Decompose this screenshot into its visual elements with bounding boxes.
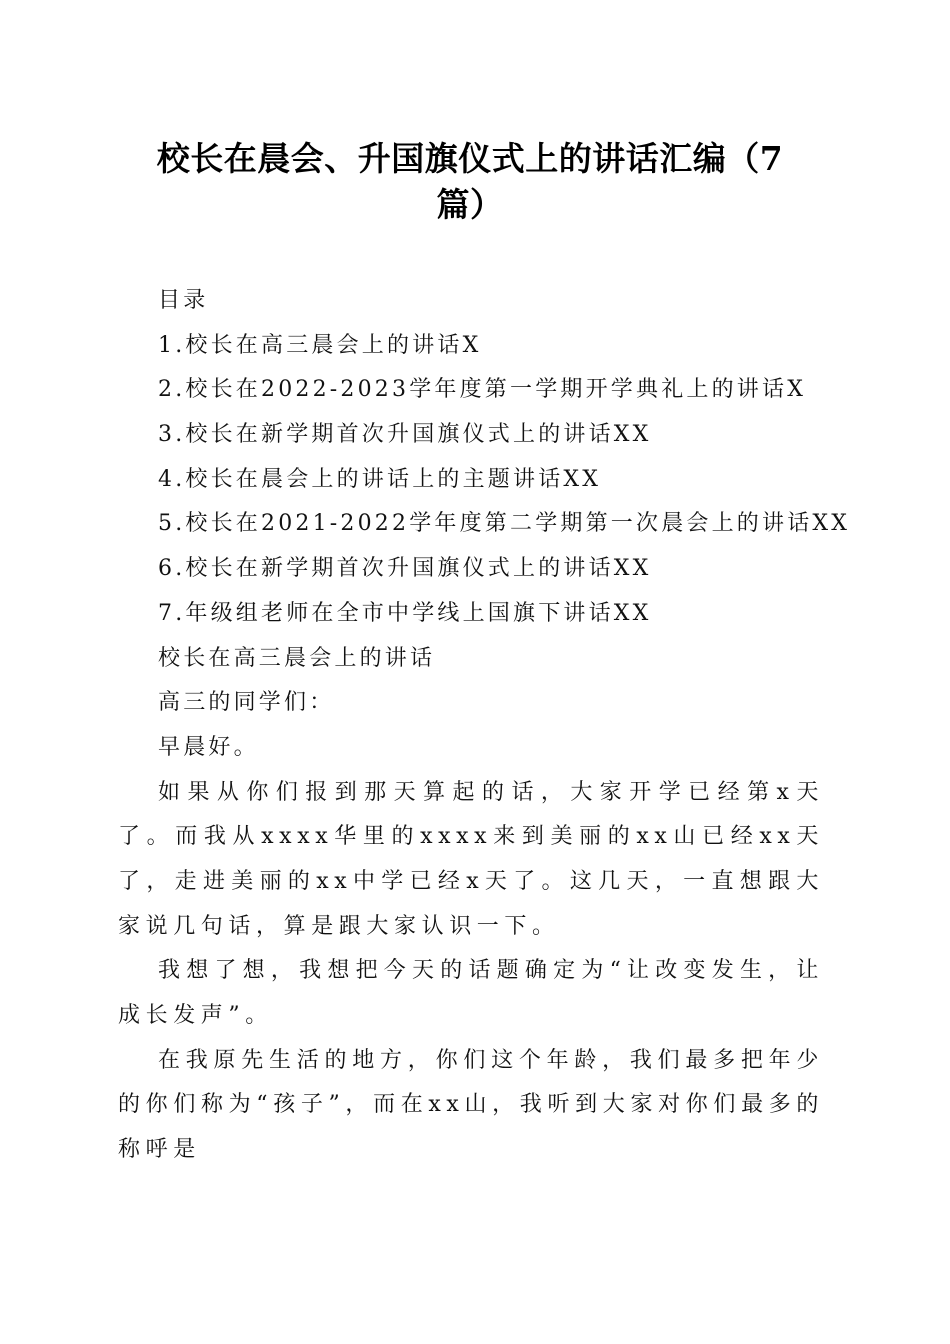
document-body	[118, 279, 851, 1173]
toc-item-2[interactable]: 2.校长在2022-2023学年度第一学期开学典礼上的讲话X	[158, 377, 807, 403]
toc-heading: 目录	[158, 288, 209, 313]
toc-item-6[interactable]: 6.校长在新学期首次升国旗仪式上的讲话XX	[158, 556, 652, 582]
section-heading: 校长在高三晨会上的讲话	[158, 645, 436, 671]
speech-section	[118, 637, 824, 1173]
body-paragraph-3: 在我原先生活的地方，你们这个年龄，我们最多把年少的你们称为“孩子”，而在xx山，我听到大家对你们最多的称呼是	[118, 1047, 824, 1163]
document-title	[118, 136, 822, 228]
salutation: 高三的同学们：	[158, 690, 335, 716]
table-of-contents	[118, 279, 851, 637]
toc-item-3[interactable]: 3.校长在新学期首次升国旗仪式上的讲话XX	[158, 422, 652, 448]
toc-item-7[interactable]: 7.年级组老师在全市中学线上国旗下讲话XX	[158, 600, 652, 626]
toc-item-4[interactable]: 4.校长在晨会上的讲话上的主题讲话XX	[158, 466, 602, 492]
title-line-1: 校长在晨会、升国旗仪式上的讲话汇编（7	[156, 139, 784, 178]
toc-item-1[interactable]: 1.校长在高三晨会上的讲话X	[158, 332, 482, 358]
greeting: 早晨好。	[158, 734, 259, 760]
body-paragraph-2: 我想了想，我想把今天的话题确定为“让改变发生，让成长发声”。	[118, 958, 824, 1029]
body-paragraph-1: 如果从你们报到那天算起的话，大家开学已经第x天了。而我从xxxx华里的xxxx来到美丽的xx山已经xx天了，走进美丽的xx中学已经x天了。这几天，一直想跟大家说几句话，算是跟大家认识一下。	[118, 779, 824, 939]
toc-item-5[interactable]: 5.校长在2021-2022学年度第二学期第一次晨会上的讲话XX	[158, 511, 851, 537]
title-line-2: 篇）	[436, 185, 504, 224]
